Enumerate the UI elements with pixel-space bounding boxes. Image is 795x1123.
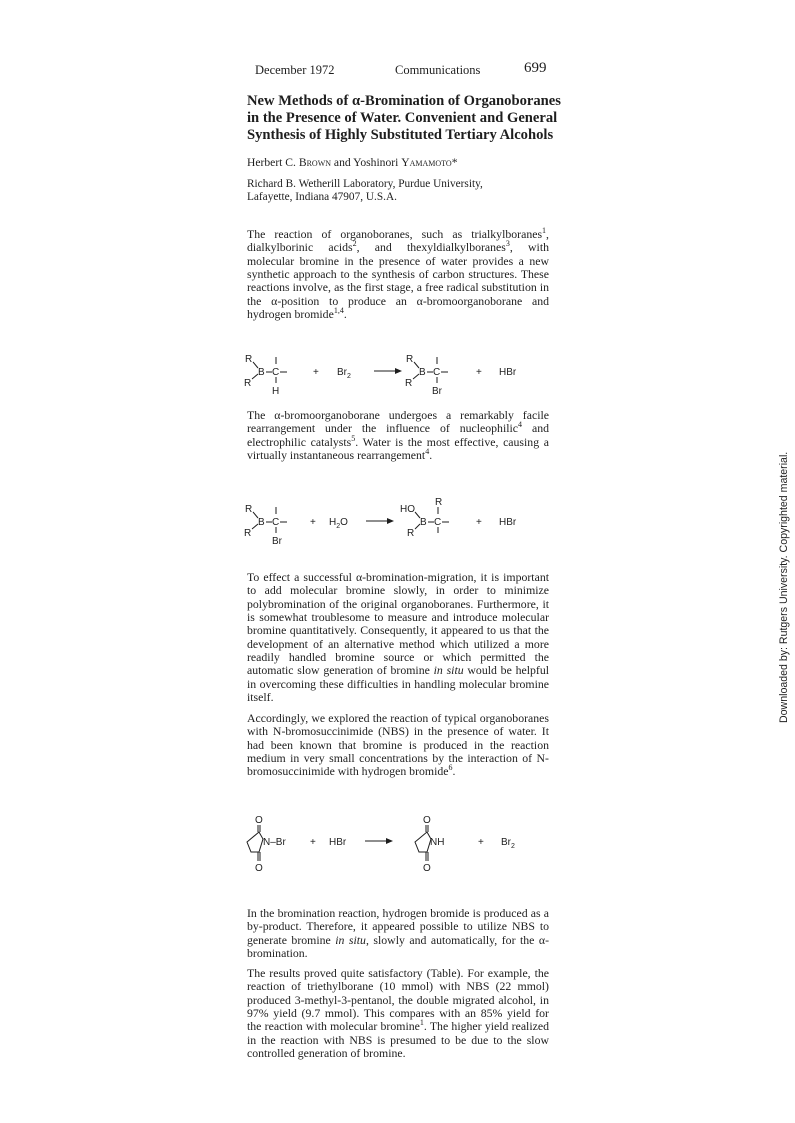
body-paragraph — [247, 967, 549, 1060]
author-surname: Brown — [298, 156, 332, 169]
plus-sign: + — [478, 837, 484, 848]
text-run: and electrophilic catalysts — [247, 421, 549, 449]
text-run: . — [343, 307, 347, 322]
carbon-label: C — [434, 517, 442, 528]
r-group-label: R — [245, 354, 253, 365]
carbon-label: C — [272, 367, 280, 378]
reference-mark: 6 — [448, 763, 453, 773]
plus-sign: + — [310, 517, 316, 528]
r-group-label: R — [407, 528, 415, 539]
text-run: In the bromination reaction, hydrogen bromide is produced as a by-product. Therefore, it appeared possible to utilize NBS to generate bromine — [247, 906, 549, 947]
affiliation-line: Richard B. Wetherill Laboratory, Purdue University, — [247, 178, 483, 190]
author-line — [247, 156, 458, 169]
download-copyright-notice: Downloaded by: Rutgers University. Copyrighted material. — [778, 451, 790, 723]
organoborane-reactant — [244, 354, 287, 397]
body-paragraph — [247, 571, 549, 704]
boron-label: B — [419, 367, 426, 378]
affiliation — [247, 178, 483, 204]
oxygen-label: O — [255, 863, 263, 874]
reference-mark: 5 — [351, 433, 356, 443]
alpha-bromoorganoborane-product — [405, 354, 448, 397]
reference-mark: 4 — [518, 420, 523, 430]
r-group-label: R — [244, 378, 252, 389]
hydrogen-label: H — [272, 386, 280, 397]
hydrogen-bromide-label: HBr — [499, 367, 517, 378]
affiliation-line: Lafayette, Indiana 47907, U.S.A. — [247, 191, 397, 204]
hydrogen-bromide-label: HBr — [499, 517, 517, 528]
text-run: The reaction of organoboranes, such as trialkylboranes — [247, 227, 543, 241]
reference-mark: 2 — [352, 239, 357, 249]
reference-mark: 1 — [419, 1018, 424, 1028]
bromine-reagent: $Br_2$ — [337, 367, 351, 380]
text-run: The α-bromoorganoborane undergoes a remarkably facile rearrangement under the influence of nucleophilic — [247, 408, 549, 436]
succinimide-structure — [415, 815, 444, 874]
author-surname: Yamamoto — [401, 156, 452, 169]
title-line: Synthesis of Highly Substituted Tertiary Alcohols — [247, 127, 554, 143]
reaction-arrow — [374, 368, 402, 374]
water-reagent: $H_2O$ — [329, 517, 348, 530]
r-group-label: R — [405, 378, 413, 389]
r-group-label: R — [406, 354, 414, 365]
reaction-arrow — [366, 518, 394, 524]
body-paragraph — [247, 907, 549, 960]
r-group-label: R — [435, 497, 443, 508]
r-group-label: R — [244, 528, 252, 539]
reaction-scheme-nbs-bromine-generation — [240, 812, 550, 892]
hydrogen-bromide-label: HBr — [329, 837, 347, 848]
nh-label: NH — [430, 837, 445, 848]
text-run: . — [429, 448, 433, 463]
hydroxyl-label: HO — [400, 504, 415, 515]
text-run: would be helpful in overcoming these difficulties in handling molecular bromine itself. — [247, 663, 549, 705]
body-paragraph — [247, 712, 549, 779]
carbon-label: C — [272, 517, 280, 528]
alpha-bromoorganoborane-reactant — [244, 504, 287, 547]
text-run: , dialkylborinic acids — [247, 227, 549, 255]
plus-sign: + — [313, 367, 319, 378]
bromine-label: Br — [272, 536, 282, 547]
reference-mark: 4 — [425, 447, 430, 457]
italic-term: in situ — [433, 663, 464, 678]
bromine-label: Br — [432, 386, 442, 397]
running-header-date: December 1972 — [255, 63, 335, 77]
boron-label: B — [258, 367, 265, 378]
text-run: , slowly and automatically, for the α-bromination. — [247, 932, 550, 961]
reference-mark: 3 — [505, 239, 510, 249]
text-run: To effect a successful α-bromination-migration, it is important to add molecular bromine slowly, in order to minimize polybromination of the original organoboranes. Furthermore, it is somewhat troublesome to measure and introduce molecular bromine quantitatively. Consequently, it appeared to us that the development of an alternative method which utilized a more readily handled bromine source or which permitted the automatic slow generation of bromine — [247, 570, 549, 678]
title-line: New Methods of α-Bromination of Organoboranes — [247, 93, 561, 109]
bromine-product: $Br_2$ — [501, 837, 515, 850]
italic-term: in situ — [335, 932, 366, 947]
borinic-acid-product — [400, 497, 449, 539]
text-run: . The higher yield realized in the reaction with NBS is presumed to be due to the slow controlled generation of bromine. — [247, 1019, 549, 1061]
carbon-label: C — [433, 367, 441, 378]
reaction-arrow — [365, 838, 393, 844]
text-run: The results proved quite satisfactory (Table). For example, the reaction of triethylborane (10 mmol) with NBS (22 mmol) produced 3-methyl-3-pentanol, the double migrated alcohol, in 97% yield (9.7 mmol). This compares with an 85% yield for the reaction with molecular bromine — [247, 966, 549, 1034]
author-first-name: Herbert C. — [247, 156, 299, 169]
text-run: . — [452, 764, 456, 779]
plus-sign: + — [476, 367, 482, 378]
reference-mark: 1 — [542, 226, 547, 236]
article-title — [247, 93, 567, 144]
n-bromo-label: N–Br — [263, 837, 286, 848]
corresponding-author-mark: * — [451, 156, 458, 169]
boron-label: B — [420, 517, 427, 528]
running-header-section: Communications — [395, 63, 481, 77]
oxygen-label: O — [423, 863, 431, 874]
text-run: . Water is the most effective, causing a virtually instantaneous rearrangement — [247, 434, 550, 463]
text-run: Accordingly, we explored the reaction of typical organoboranes with N-bromosuccinimide (NBS) in the presence of water. It had been known that bromine is produced in the reaction medium in very small concentrations by the interaction of N-bromosuccinimide with hydrogen bromide — [247, 711, 549, 779]
body-paragraph — [247, 409, 549, 462]
author-conjunction: and Yoshinori — [331, 156, 402, 169]
reference-mark: 1,4 — [333, 306, 344, 316]
oxygen-label: O — [255, 815, 263, 826]
title-line: in the Presence of Water. Convenient and General — [247, 110, 558, 126]
text-run: , and thexyldialkylboranes — [356, 240, 506, 255]
body-paragraph — [247, 228, 549, 321]
oxygen-label: O — [423, 815, 431, 826]
r-group-label: R — [245, 504, 253, 515]
text-run: , with molecular bromine in the presence of water provides a new synthetic approach to the synthesis of carbon structures. These reactions involve, as the first stage, a free radical substitution in the α-position to produce an α-bromoorganoborane and hydrogen bromide — [247, 240, 549, 322]
reaction-scheme-hydrolysis-rearrangement — [240, 495, 550, 570]
plus-sign: + — [476, 517, 482, 528]
plus-sign: + — [310, 837, 316, 848]
page-number: 699 — [524, 60, 547, 76]
boron-label: B — [258, 517, 265, 528]
n-bromosuccinimide-structure — [247, 815, 286, 874]
